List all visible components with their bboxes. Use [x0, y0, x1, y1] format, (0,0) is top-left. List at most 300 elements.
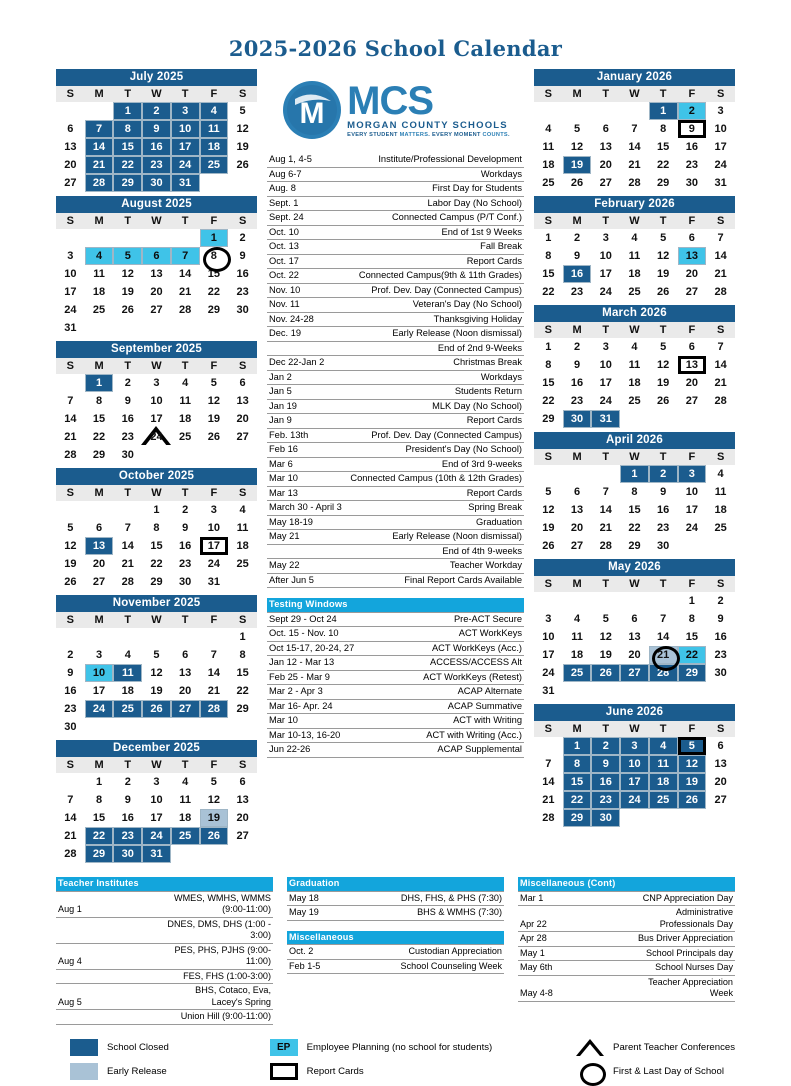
day-number: 11 — [714, 486, 727, 498]
week-row — [56, 283, 257, 301]
day-cell — [649, 247, 678, 265]
empty-day-cell — [591, 102, 620, 120]
day-cell — [56, 247, 85, 265]
day-cell — [563, 392, 592, 410]
day-number: 4 — [210, 105, 217, 117]
event-row — [267, 472, 524, 487]
week-row — [56, 501, 257, 519]
weekday-header: S — [534, 322, 563, 338]
month-grid — [534, 86, 735, 192]
day-cell — [228, 156, 257, 174]
day-cell — [678, 265, 707, 283]
event-row — [267, 312, 524, 327]
event-row — [56, 969, 273, 984]
day-number: 11 — [179, 395, 191, 407]
event-date: Jan 19 — [269, 400, 297, 411]
legend-item-employee-planning — [270, 1039, 576, 1056]
week-row — [56, 138, 257, 156]
week-row — [534, 483, 735, 501]
day-cell — [142, 301, 171, 319]
day-number: 28 — [64, 848, 77, 860]
day-cell — [563, 374, 592, 392]
day-cell — [228, 628, 257, 646]
day-number: 27 — [570, 540, 584, 552]
day-cell — [534, 392, 563, 410]
day-cell — [563, 664, 592, 682]
day-number: 18 — [92, 286, 106, 298]
event-row — [267, 370, 524, 385]
day-cell — [56, 120, 85, 138]
day-cell — [200, 809, 229, 827]
day-number: 24 — [714, 159, 727, 171]
triangle-icon — [576, 1039, 604, 1056]
weekday-header: T — [649, 449, 678, 465]
day-number: 8 — [545, 250, 552, 262]
day-number: 12 — [207, 794, 220, 806]
day-cell — [85, 845, 114, 863]
day-cell — [142, 138, 171, 156]
day-cell — [85, 555, 114, 573]
day-number: 14 — [92, 141, 106, 153]
weekday-header: S — [534, 213, 563, 229]
day-cell — [171, 120, 200, 138]
day-cell — [171, 700, 200, 718]
day-cell — [706, 501, 735, 519]
weekday-header: S — [706, 322, 735, 338]
graduation-table — [287, 877, 504, 921]
day-cell — [85, 138, 114, 156]
month-grid — [534, 322, 735, 428]
day-number: 12 — [657, 250, 670, 262]
day-number: 12 — [64, 540, 77, 552]
day-number: 19 — [657, 377, 670, 389]
day-cell — [678, 156, 707, 174]
day-cell — [228, 827, 257, 845]
empty-day-cell — [171, 229, 200, 247]
weekday-header: S — [228, 213, 257, 229]
empty-day-cell — [620, 102, 649, 120]
day-number: 9 — [602, 758, 609, 770]
day-cell — [534, 483, 563, 501]
day-number: 19 — [236, 141, 249, 153]
calendar-columns — [0, 61, 791, 867]
day-number: 26 — [685, 794, 698, 806]
empty-day-cell — [85, 718, 114, 736]
weekday-header: M — [85, 485, 114, 501]
event-row — [287, 945, 504, 960]
empty-day-cell — [228, 845, 257, 863]
event-row — [267, 743, 524, 758]
day-cell — [142, 646, 171, 664]
event-description: Prof. Dev. Day (Connected Campus) — [371, 429, 522, 440]
empty-day-cell — [113, 229, 142, 247]
event-row — [518, 891, 735, 906]
week-row — [534, 465, 735, 483]
day-cell — [706, 374, 735, 392]
day-cell — [142, 265, 171, 283]
day-cell — [228, 247, 257, 265]
event-row — [287, 959, 504, 974]
day-cell — [228, 283, 257, 301]
day-cell — [534, 229, 563, 247]
empty-day-cell — [171, 319, 200, 337]
day-number: 14 — [64, 413, 77, 425]
day-cell — [142, 791, 171, 809]
testing-heading: Testing Windows — [267, 598, 524, 612]
day-cell — [649, 229, 678, 247]
event-date: May 18-19 — [269, 516, 313, 527]
day-number: 29 — [570, 812, 584, 824]
day-number: 17 — [64, 286, 77, 298]
empty-day-cell — [620, 410, 649, 428]
day-cell — [591, 537, 620, 555]
weekday-header: W — [142, 757, 171, 773]
day-cell — [620, 174, 649, 192]
day-cell — [228, 102, 257, 120]
day-cell — [678, 646, 707, 664]
day-cell — [534, 628, 563, 646]
day-cell — [649, 102, 678, 120]
day-number: 15 — [542, 268, 555, 280]
day-cell — [56, 664, 85, 682]
event-description: MLK Day (No School) — [432, 400, 522, 411]
day-number: 27 — [150, 304, 163, 316]
weekday-header: S — [534, 576, 563, 592]
day-number: 5 — [210, 377, 217, 389]
month-title: December 2025 — [56, 740, 257, 757]
day-cell — [113, 138, 142, 156]
day-cell — [171, 301, 200, 319]
day-cell — [171, 102, 200, 120]
day-cell — [113, 392, 142, 410]
week-row — [56, 265, 257, 283]
day-number: 25 — [179, 431, 192, 443]
day-cell — [591, 120, 620, 138]
event-date: Jan 2 — [269, 371, 292, 382]
day-number: 15 — [236, 667, 249, 679]
week-row — [56, 537, 257, 555]
day-cell — [563, 773, 592, 791]
day-cell — [113, 791, 142, 809]
day-number: 12 — [570, 141, 584, 153]
day-number: 2 — [573, 341, 581, 353]
event-row — [267, 670, 524, 685]
day-number: 12 — [207, 395, 220, 407]
legend-label-employee-planning: Employee Planning (no school for students) — [306, 1041, 493, 1053]
empty-day-cell — [56, 374, 85, 392]
day-number: 1 — [660, 105, 667, 117]
event-row — [267, 559, 524, 574]
day-number: 22 — [207, 286, 220, 298]
weekday-header: T — [591, 449, 620, 465]
week-row — [56, 646, 257, 664]
day-number: 29 — [92, 449, 106, 461]
day-number: 8 — [688, 613, 695, 625]
event-date: Aug 1 — [58, 904, 82, 914]
week-row — [534, 664, 735, 682]
event-row — [267, 641, 524, 656]
event-description: End of 4th 9-weeks — [442, 545, 522, 556]
weekday-header: T — [591, 721, 620, 737]
day-cell — [85, 156, 114, 174]
empty-day-cell — [706, 537, 735, 555]
day-cell — [706, 247, 735, 265]
day-cell — [56, 319, 85, 337]
empty-day-cell — [591, 465, 620, 483]
week-row — [534, 755, 735, 773]
day-number: 3 — [688, 468, 695, 480]
day-number: 21 — [64, 830, 77, 842]
center-column — [267, 69, 524, 758]
day-cell — [228, 809, 257, 827]
day-cell — [142, 573, 171, 591]
event-row — [267, 656, 524, 671]
weekday-header: T — [113, 358, 142, 374]
empty-day-cell — [228, 573, 257, 591]
day-cell — [678, 773, 707, 791]
weekday-header: T — [171, 757, 200, 773]
empty-day-cell — [171, 446, 200, 464]
event-description: Administrative Professionals Day — [659, 907, 733, 929]
day-number: 29 — [236, 703, 249, 715]
week-row — [56, 791, 257, 809]
day-number: 26 — [542, 540, 555, 552]
weekday-header: T — [113, 485, 142, 501]
day-cell — [649, 501, 678, 519]
day-cell — [56, 519, 85, 537]
day-cell — [171, 573, 200, 591]
event-row — [518, 906, 735, 932]
event-date: Feb. 13th — [269, 429, 309, 440]
event-description: Connected Campus (10th & 12th Grades) — [350, 473, 522, 483]
weekday-header: T — [591, 86, 620, 102]
day-cell — [228, 501, 257, 519]
weekday-header: M — [85, 612, 114, 628]
event-date: Oct. 13 — [269, 241, 299, 251]
event-date: Mar 16- Apr. 24 — [269, 700, 333, 711]
day-cell — [171, 519, 200, 537]
day-number: 7 — [124, 522, 131, 534]
day-cell — [113, 102, 142, 120]
day-cell — [142, 664, 171, 682]
day-number: 22 — [121, 159, 134, 171]
event-description: Early Release (Noon dismissal) — [392, 531, 522, 541]
day-number: 24 — [599, 286, 612, 298]
week-row — [534, 374, 735, 392]
event-date: Nov. 11 — [269, 299, 300, 309]
bottom-panels — [0, 867, 791, 1025]
report-cards-box-icon — [270, 1063, 298, 1080]
event-date — [56, 1010, 165, 1025]
day-cell — [620, 247, 649, 265]
weekday-header: F — [678, 213, 707, 229]
day-number: 2 — [660, 468, 667, 480]
day-number: 21 — [714, 377, 727, 389]
day-cell — [620, 610, 649, 628]
events-table — [267, 153, 524, 588]
empty-day-cell — [142, 718, 171, 736]
day-number: 28 — [64, 449, 77, 461]
day-cell — [563, 410, 592, 428]
day-cell — [678, 392, 707, 410]
day-cell — [534, 519, 563, 537]
event-date: Oct. 2 — [289, 946, 314, 956]
day-number: 24 — [150, 830, 163, 842]
weekday-header: S — [56, 485, 85, 501]
day-number: 13 — [179, 667, 192, 679]
teacher-institutes-heading: Teacher Institutes — [56, 877, 273, 891]
day-cell — [200, 664, 229, 682]
day-cell — [620, 791, 649, 809]
day-number: 17 — [207, 540, 220, 552]
day-number: 21 — [207, 685, 220, 697]
day-cell — [678, 174, 707, 192]
event-date: Feb 25 - Mar 9 — [269, 671, 330, 682]
weekday-header: S — [706, 721, 735, 737]
week-row — [534, 809, 735, 827]
day-number: 3 — [67, 250, 74, 262]
day-number: 26 — [207, 830, 220, 842]
day-cell — [534, 664, 563, 682]
day-number: 20 — [92, 558, 106, 570]
day-cell — [563, 265, 592, 283]
empty-day-cell — [563, 102, 592, 120]
day-number: 14 — [64, 812, 77, 824]
event-description: Workdays — [480, 168, 522, 179]
day-cell — [678, 610, 707, 628]
day-cell — [56, 446, 85, 464]
day-cell — [649, 156, 678, 174]
event-description: Fall Break — [480, 241, 522, 251]
day-number: 30 — [657, 540, 670, 552]
day-number: 13 — [150, 268, 163, 280]
empty-day-cell — [706, 682, 735, 700]
day-number: 3 — [95, 649, 103, 661]
event-description: President's Day (No School) — [405, 444, 522, 454]
day-cell — [563, 356, 592, 374]
day-number: 28 — [121, 576, 134, 588]
day-cell — [200, 374, 229, 392]
day-number: 1 — [210, 232, 217, 244]
day-cell — [563, 809, 592, 827]
day-cell — [706, 229, 735, 247]
day-number: 30 — [236, 304, 249, 316]
empty-day-cell — [591, 682, 620, 700]
event-row — [267, 298, 524, 313]
day-cell — [649, 537, 678, 555]
day-number: 6 — [602, 123, 609, 135]
weekday-header: W — [620, 449, 649, 465]
day-number: 6 — [573, 486, 581, 498]
day-number: 1 — [95, 776, 103, 788]
day-cell — [113, 156, 142, 174]
day-cell — [142, 555, 171, 573]
miscellaneous-cont-heading-row — [518, 877, 735, 891]
day-cell — [620, 229, 649, 247]
event-date: Mar 2 - Apr 3 — [269, 686, 323, 696]
event-date: Oct. 15 - Nov. 10 — [269, 628, 339, 638]
empty-day-cell — [678, 682, 707, 700]
day-number: 7 — [95, 123, 103, 135]
day-number: 2 — [688, 105, 695, 117]
month-grid — [56, 86, 257, 192]
event-row — [267, 196, 524, 211]
day-number: 18 — [121, 685, 134, 697]
left-month-column — [56, 69, 257, 867]
day-number: 2 — [153, 105, 160, 117]
day-number: 21 — [64, 431, 77, 443]
weekday-header: T — [171, 485, 200, 501]
day-cell — [706, 156, 735, 174]
day-number: 14 — [542, 776, 555, 788]
day-number: 1 — [545, 232, 552, 244]
event-row — [518, 975, 735, 1001]
event-description: BHS, Cotaco, Eva, Lacey's Spring — [195, 985, 271, 1007]
event-row — [267, 428, 524, 443]
weekday-header: T — [591, 576, 620, 592]
day-number: 27 — [179, 703, 192, 715]
day-number: 7 — [631, 123, 638, 135]
day-number: 8 — [95, 395, 103, 407]
day-cell — [706, 755, 735, 773]
day-cell — [56, 845, 85, 863]
day-cell — [678, 283, 707, 301]
teacher-institutes-heading-row — [56, 877, 273, 891]
day-number: 8 — [545, 359, 552, 371]
day-number: 9 — [717, 613, 724, 625]
day-number: 13 — [714, 758, 727, 770]
event-row — [267, 385, 524, 400]
day-number: 22 — [542, 286, 555, 298]
day-number: 31 — [599, 413, 612, 425]
day-number: 18 — [179, 413, 192, 425]
event-description: ACT WorkKeys — [458, 628, 522, 638]
weekday-header: S — [56, 612, 85, 628]
day-number: 8 — [573, 758, 581, 770]
day-cell — [228, 537, 257, 555]
day-number: 22 — [685, 649, 698, 661]
month-title: September 2025 — [56, 341, 257, 358]
event-date: Sept. 24 — [269, 212, 304, 222]
day-cell — [228, 664, 257, 682]
weekday-header: M — [563, 213, 592, 229]
day-number: 14 — [714, 250, 727, 262]
day-cell — [591, 483, 620, 501]
event-date: Dec 22-Jan 2 — [269, 357, 325, 367]
day-number: 26 — [236, 159, 249, 171]
day-number: 27 — [92, 576, 106, 588]
day-number: 27 — [236, 830, 249, 842]
day-number: 11 — [179, 794, 191, 806]
empty-day-cell — [85, 319, 114, 337]
event-description: ACT with Writing — [453, 715, 522, 725]
day-number: 1 — [545, 341, 552, 353]
day-cell — [706, 283, 735, 301]
day-number: 2 — [717, 595, 724, 607]
day-number: 28 — [542, 812, 555, 824]
day-number: 16 — [714, 631, 727, 643]
day-cell — [649, 791, 678, 809]
day-cell — [534, 174, 563, 192]
day-cell — [706, 356, 735, 374]
day-cell — [563, 755, 592, 773]
day-number: 7 — [717, 232, 724, 244]
day-number: 25 — [121, 703, 134, 715]
day-cell — [563, 791, 592, 809]
day-cell — [534, 410, 563, 428]
event-description: Pre-ACT Secure — [453, 613, 522, 624]
day-cell — [563, 537, 592, 555]
